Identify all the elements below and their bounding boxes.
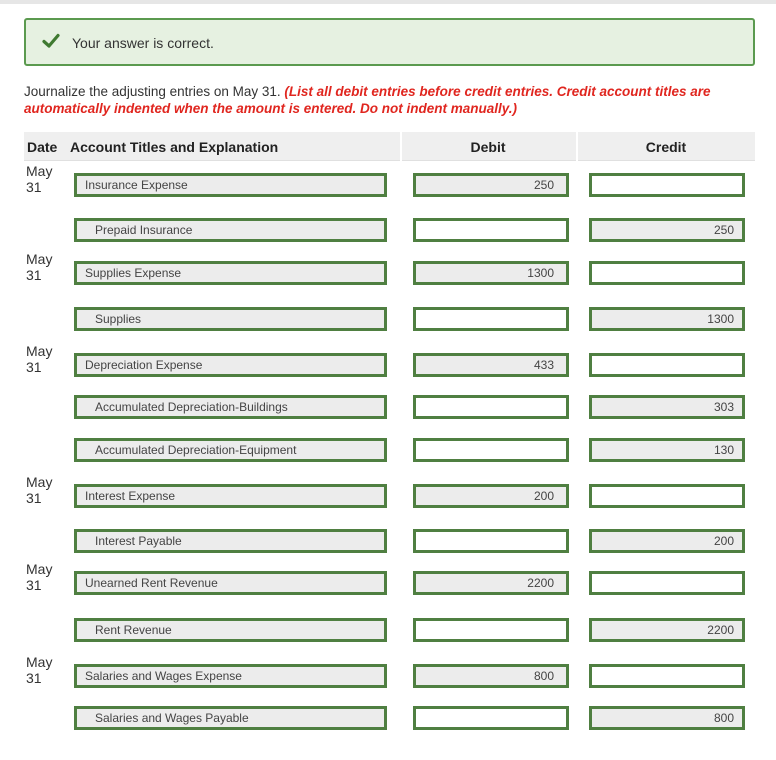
credit-amount-field[interactable] bbox=[589, 664, 745, 688]
journal-row bbox=[24, 438, 755, 462]
debit-amount-field[interactable]: 2200 bbox=[413, 571, 569, 595]
journal-row bbox=[24, 529, 755, 553]
credit-amount-field[interactable]: 130 bbox=[589, 438, 745, 462]
entry-date: May 31 bbox=[26, 343, 53, 375]
entry-date: May 31 bbox=[26, 251, 53, 283]
credit-amount-field[interactable] bbox=[589, 571, 745, 595]
journal-row bbox=[24, 307, 755, 331]
debit-amount-field[interactable]: 433 bbox=[413, 353, 569, 377]
account-title-field[interactable]: Supplies bbox=[74, 307, 387, 331]
debit-amount-field[interactable] bbox=[413, 618, 569, 642]
instructions bbox=[24, 83, 754, 117]
banner-message: Your answer is correct. bbox=[72, 35, 214, 51]
table-header bbox=[24, 132, 755, 161]
credit-amount-field[interactable]: 2200 bbox=[589, 618, 745, 642]
header-date: Date bbox=[27, 139, 58, 155]
debit-amount-field[interactable]: 1300 bbox=[413, 261, 569, 285]
instructions-note: (List all debit entries before credit entries. Credit account titles are automatically indented when the amount is entered. Do not indent manually.) bbox=[24, 84, 711, 116]
credit-amount-field[interactable]: 200 bbox=[589, 529, 745, 553]
journal-row bbox=[24, 561, 755, 595]
entry-date: May 31 bbox=[26, 474, 53, 506]
top-divider bbox=[0, 0, 776, 4]
checkmark-icon bbox=[42, 32, 60, 50]
credit-amount-field[interactable] bbox=[589, 484, 745, 508]
credit-amount-field[interactable]: 800 bbox=[589, 706, 745, 730]
credit-amount-field[interactable]: 1300 bbox=[589, 307, 745, 331]
account-title-field[interactable]: Accumulated Depreciation-Equipment bbox=[74, 438, 387, 462]
account-title-field[interactable]: Prepaid Insurance bbox=[74, 218, 387, 242]
debit-amount-field[interactable]: 800 bbox=[413, 664, 569, 688]
debit-amount-field[interactable] bbox=[413, 706, 569, 730]
debit-amount-field[interactable] bbox=[413, 395, 569, 419]
debit-amount-field[interactable]: 200 bbox=[413, 484, 569, 508]
credit-amount-field[interactable]: 250 bbox=[589, 218, 745, 242]
account-title-field[interactable]: Interest Expense bbox=[74, 484, 387, 508]
journal-row bbox=[24, 618, 755, 642]
debit-amount-field[interactable] bbox=[413, 218, 569, 242]
journal-row bbox=[24, 395, 755, 419]
journal-row bbox=[24, 163, 755, 197]
correct-answer-banner bbox=[24, 18, 755, 66]
header-debit: Debit bbox=[470, 139, 506, 155]
header-credit: Credit bbox=[645, 139, 687, 155]
account-title-field[interactable]: Insurance Expense bbox=[74, 173, 387, 197]
entry-date: May 31 bbox=[26, 654, 53, 686]
credit-amount-field[interactable] bbox=[589, 173, 745, 197]
header-account: Account Titles and Explanation bbox=[70, 139, 279, 155]
journal-row bbox=[24, 218, 755, 242]
credit-amount-field[interactable]: 303 bbox=[589, 395, 745, 419]
account-title-field[interactable]: Salaries and Wages Payable bbox=[74, 706, 387, 730]
instructions-text: Journalize the adjusting entries on May 31. bbox=[24, 84, 285, 99]
entry-date: May 31 bbox=[26, 561, 53, 593]
debit-amount-field[interactable] bbox=[413, 438, 569, 462]
account-title-field[interactable]: Depreciation Expense bbox=[74, 353, 387, 377]
account-title-field[interactable]: Rent Revenue bbox=[74, 618, 387, 642]
journal-row bbox=[24, 654, 755, 688]
account-title-field[interactable]: Supplies Expense bbox=[74, 261, 387, 285]
journal-row bbox=[24, 706, 755, 730]
journal-row bbox=[24, 474, 755, 508]
account-title-field[interactable]: Interest Payable bbox=[74, 529, 387, 553]
credit-amount-field[interactable] bbox=[589, 353, 745, 377]
account-title-field[interactable]: Unearned Rent Revenue bbox=[74, 571, 387, 595]
debit-amount-field[interactable]: 250 bbox=[413, 173, 569, 197]
debit-amount-field[interactable] bbox=[413, 307, 569, 331]
debit-amount-field[interactable] bbox=[413, 529, 569, 553]
account-title-field[interactable]: Accumulated Depreciation-Buildings bbox=[74, 395, 387, 419]
journal-row bbox=[24, 343, 755, 377]
entry-date: May 31 bbox=[26, 163, 53, 195]
account-title-field[interactable]: Salaries and Wages Expense bbox=[74, 664, 387, 688]
journal-row bbox=[24, 251, 755, 285]
credit-amount-field[interactable] bbox=[589, 261, 745, 285]
